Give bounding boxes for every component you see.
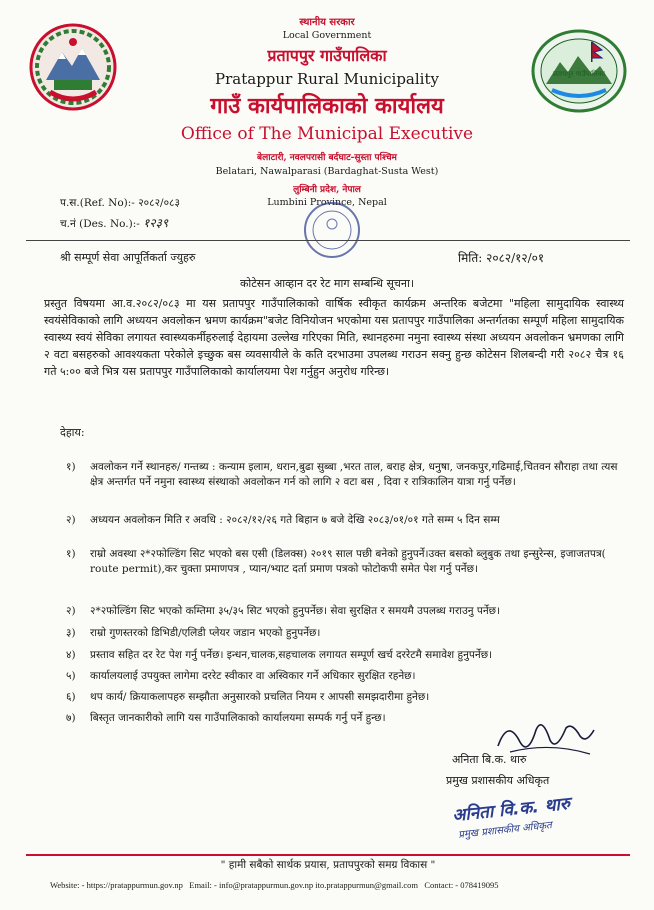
footer-slogan: " हामी सबैको सार्थक प्रयास, प्रतापपुरको समग्र विकास " (220, 859, 436, 871)
list-item-text: राम्रो अवस्था २*२फोल्डिंग सिट भएको बस एसी (डिलक्स) २०१९ साल पछी बनेको हुनुपर्ने।उक्त बसको ब्लुबुक तथा इन्सुरेन्स, इजाजतपत्र( route permit),कर चुक्ता प्रमाणपत्र , प्यान/भ्याट दर्ता प्रमाण पत्रको फोटोकपी समेत पेश गर्नु पर्नेछ। (90, 548, 606, 575)
municipality-name-en: Pratappur Rural Municipality (215, 70, 439, 88)
province-np: लुम्बिनी प्रदेश, नेपाल (293, 185, 361, 195)
municipality-name-np: प्रतापपुर गाउँपालिका (267, 46, 387, 65)
list-item-number: ५) (66, 670, 76, 682)
list-item-text: अवलोकन गर्ने स्थानहरु/ गन्तब्य : कन्याम इलाम, धरान,बुढा सुब्बा ,भरत ताल, बराह क्षेत्र, धनुषा, जनकपुर,गढिमाई,चितवन सौराहा तथा त्यस क्षेत्र अन्तर्गत पर्ने नमुना स्वास्थ्य संस्थाको अवलोकन गर्न को लागि २ वटा बस , दिवा र रात्रिकालिन यात्रा गर्नु पर्नेछ। (90, 461, 618, 488)
list-item-text: २*२फोल्डिंग सिट भएको कम्तिमा ३५/३५ सिट भएको हुनुपर्नेछ। सेवा सुरक्षित र समयमै उपलब्ध गराउनु पर्नेछ। (90, 605, 501, 617)
list-item-number: ६) (66, 691, 76, 703)
office-name-en: Office of The Municipal Executive (180, 124, 474, 144)
date-value: २०८२/१२/०१ (486, 251, 545, 265)
list-item (66, 690, 622, 708)
list-item-number: ३) (66, 627, 76, 639)
list-item-number: २) (66, 605, 76, 617)
list-item-text: बिस्तृत जानकारीको लागि यस गाउँपालिकाको कार्यालयमा सम्पर्क गर्नु पर्ने हुन्छ। (90, 712, 386, 724)
recipient: श्री सम्पूर्ण सेवा आपूर्तिकर्ता ज्युहरु (60, 251, 196, 264)
list-item-number: २) (66, 514, 76, 526)
signatory-name: अनिता बि.क. थारु (452, 753, 527, 766)
contact-label: Contact: - (424, 880, 459, 890)
list-item-text: अध्ययन अवलोकन मिति र अवधि : २०८२/१२/२६ गते बिहान ७ बजे देखि २०८३/०१/०१ गते सम्म ५ दिन सम्म (90, 514, 500, 526)
list-item-text: थप कार्य/ क्रियाकलापहरु सम्झौता अनुसारको प्रचलित नियम र आपसी समझदारीमा हुनेछ। (90, 691, 430, 703)
des-value: १२३९ (143, 216, 169, 230)
ref-label: प.स.(Ref. No):- (60, 197, 135, 209)
list-item-text: प्रस्ताव सहित दर रेट पेश गर्नु पर्नेछ। इन्धन,चालक,सहचालक लगायत सम्पूर्ण खर्च दररेटमै समावेश हुनुपर्नेछ। (90, 649, 493, 661)
email-link[interactable]: info@pratappurmun.gov.np ito.pratappurmun@gmail.com (219, 880, 418, 890)
list-item (66, 513, 622, 545)
email-label: Email: - (189, 880, 217, 890)
dispatch-number (60, 214, 168, 231)
details-label: देहाय: (60, 426, 85, 439)
municipality-logo-text: प्रतापपुर गाउँपालिका (553, 70, 605, 78)
signatory-title: प्रमुख प्रशासकीय अधिकृत (446, 774, 550, 787)
list-item-number: ४) (66, 649, 76, 661)
office-name-np: गाउँ कार्यपालिकाको कार्यालय (210, 93, 444, 119)
list-item (66, 648, 622, 666)
list-item (66, 547, 622, 593)
list-item-number: ७) (66, 712, 76, 724)
body-paragraph: प्रस्तुत विषयमा आ.व.२०८२/०८३ मा यस प्रतापपुर गाउँपालिकाको वार्षिक स्वीकृत कार्यक्रम अन्तरिक बजेटमा "महिला सामुदायिक स्वास्थ्य स्वयंसेविकाको लागि अध्ययन अवलोकन भ्रमण कार्यक्रम"बजेट विनियोजन भएकोमा यस प्रतापपुर गाउँपालिका अन्तर्गतका सम्पूर्ण महिला सामुदायिक स्वास्थ्य स्वयं सेविका लगायत स्वास्थ्यकर्मीहरुलाई देहायमा उल्लेख गरिएका मिति, स्थानहरुमा नमुना स्वास्थ्य संस्था अध्ययन अवलोकन भ्रमणका लागि २ वटा बसहरुको आवश्यकता परेकोले इच्छुक बस व्यवसायीले के कति दरभाउमा उपलब्ध गराउन सक्नु हुन्छ कोटेसन शिलबन्दी गरी २०८२ चैत्र १६ गते ५:०० बजे भित्र यस प्रतापपुर गाउँपालिकाको कार्यालयमा पेश गर्नुहुन अनुरोध गरिन्छ। (44, 297, 624, 378)
ref-value: २०८२/०८३ (138, 197, 180, 209)
contact-number: 078419095 (460, 880, 499, 890)
header-divider (26, 240, 630, 241)
footer-divider (26, 854, 630, 856)
list-item-number: १) (66, 548, 76, 560)
list-item (66, 604, 622, 622)
local-government-np: स्थानीय सरकार (299, 17, 355, 28)
office-stamp-icon (302, 200, 362, 260)
name-stamp: अनिता वि.क. थारु (451, 793, 571, 827)
list-item-number: १) (66, 461, 76, 473)
address-en: Belatari, Nawalparasi (Bardaghat-Susta West) (215, 166, 439, 177)
list-item-text: राम्रो गुणस्तरको डिभिडी/एलिडी प्लेयर जडान भएको हुनुपर्नेछ। (90, 627, 321, 639)
list-item (66, 460, 622, 506)
reference-number (60, 196, 180, 210)
local-government-en: Local Government (282, 30, 372, 41)
list-item (66, 626, 622, 644)
subject: कोटेसन आव्हान दर रेट माग सम्बन्धि सूचना। (239, 277, 415, 290)
website-label: Website: - (50, 880, 85, 890)
des-label: च.नं (Des. No.):- (60, 218, 140, 230)
province-en: Lumbini Province, Nepal (267, 197, 387, 208)
list-item (66, 669, 622, 687)
date-label: मिति: (458, 251, 483, 265)
website-link[interactable]: https://pratappurmun.gov.np (86, 880, 183, 890)
address-np: बेलाटारी, नवलपरासी बर्दघाट-सुस्ता पश्चिम (257, 153, 397, 163)
footer-contact (50, 880, 626, 890)
title-stamp: प्रमुख प्रशासकीय अधिकृत (457, 820, 553, 841)
nepal-emblem-icon (28, 22, 118, 112)
letter-date (458, 249, 544, 266)
list-item-text: कार्यालयलाई उपयुक्त लागेमा दररेट स्वीकार वा अस्विकार गर्ने अधिकार सुरक्षित रहनेछ। (90, 670, 416, 682)
